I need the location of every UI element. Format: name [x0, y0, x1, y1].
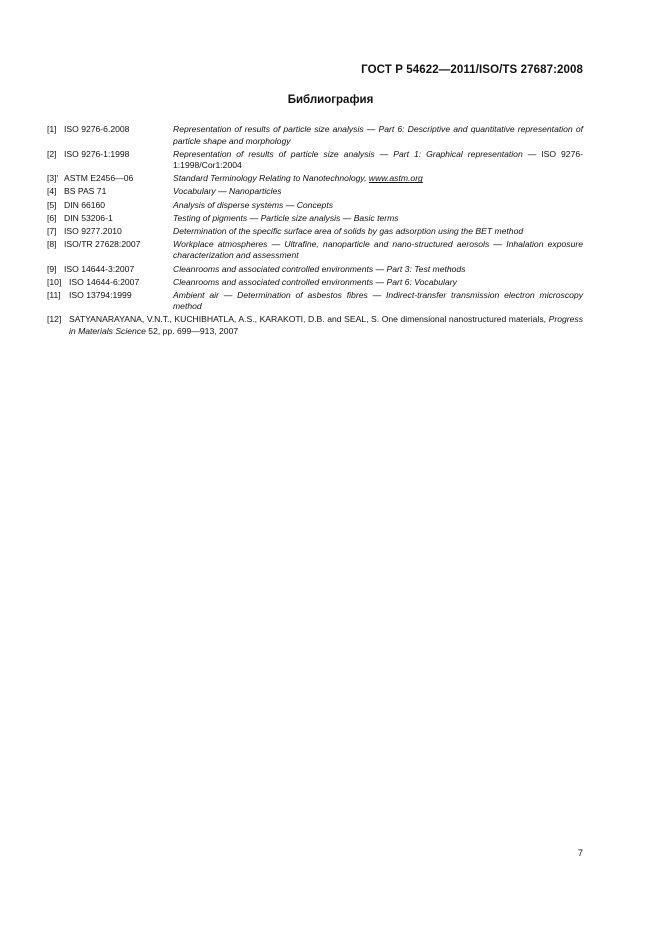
entry-title: Determination of the specific surface area of solids by gas adsorption using the BET method: [173, 225, 524, 236]
entry-number: [7]: [47, 225, 57, 236]
entry-code: ISO 14644-3:2007: [64, 263, 135, 274]
entry-title: Cleanrooms and associated controlled environments — Part 6: Vocabulary: [173, 276, 457, 287]
entry-number: [8]: [47, 238, 57, 249]
entry-title: Representation of results of particle size analysis — Part 6: Descriptive and quantitative representation of particle shape and morphology: [173, 124, 583, 146]
entry-code: ASTM E2456—06: [64, 173, 134, 184]
entry-title-link[interactable]: www.astm.org: [368, 173, 423, 184]
entry-number: [6]: [47, 212, 57, 223]
entry-title: [173, 173, 583, 185]
standard-header: ГОСТ Р 54622—2011/ISO/TS 27687:2008: [361, 64, 583, 76]
bibliography-list: [47, 124, 583, 339]
entry-number: [1]: [47, 124, 57, 134]
entry-full-text: [47, 314, 583, 337]
entry-title: Analysis of disperse systems — Concepts: [173, 199, 333, 210]
entry-code: ISO 9277.2010: [64, 225, 122, 236]
entry-number: [3]': [47, 173, 59, 184]
bibliography-entry: [47, 149, 583, 172]
entry-authors: SATYANARAYANA, V.N.T., KUCHIBHATLA, A.S., KARAKOTI, D.B. and SEAL, S. One dimensional nanostructured materials,: [69, 314, 547, 325]
entry-journal: Progress in Materials Science: [69, 314, 583, 336]
entry-number: [11]: [47, 289, 61, 300]
entry-code: BS PAS 71: [64, 186, 107, 197]
entry-code: ISO 13794:1999: [69, 289, 132, 300]
bibliography-entry: [47, 290, 583, 313]
entry-code: ISO 14644-6:2007: [69, 276, 140, 287]
bibliography-entry: [47, 124, 583, 147]
bibliography-entry: [47, 173, 583, 185]
bibliography-entry: [47, 264, 583, 276]
entry-title-text: Representation of results of particle size analysis — Part 1: Graphical representation —: [173, 148, 537, 159]
bibliography-entry: [47, 226, 583, 238]
entry-number: [4]: [47, 186, 57, 197]
entry-number: [5]: [47, 199, 57, 210]
entry-title-corrigendum: ISO 9276-1:1998/Cor1:2004: [173, 148, 584, 171]
bibliography-entry: [47, 277, 583, 289]
entry-code: ISO 9276-6.2008: [64, 124, 130, 134]
entry-details: 52, pp. 699—913, 2007: [148, 326, 239, 336]
entry-code: DIN 53206-1: [64, 212, 113, 223]
entry-title: Workplace atmospheres — Ultrafine, nanoparticle and nano-structured aerosols — Inhalation exposure characterization and assessment: [173, 238, 583, 261]
entry-title-text: Standard Terminology Relating to Nanotechnology,: [173, 173, 367, 184]
entry-code: ISO/TR 27628:2007: [64, 238, 141, 249]
entry-number: [9]: [47, 263, 57, 274]
entry-title: Vocabulary — Nanoparticles: [173, 186, 282, 197]
entry-number: [10]: [47, 276, 62, 287]
entry-code: DIN 66160: [64, 199, 106, 210]
entry-title: Testing of pigments — Particle size analysis — Basic terms: [173, 212, 399, 223]
bibliography-entry: [47, 239, 583, 262]
entry-number: [2]: [47, 148, 57, 159]
page-number: 7: [577, 848, 583, 859]
bibliography-entry: [47, 186, 583, 198]
entry-title: [173, 149, 583, 172]
page-title: Библиография: [287, 94, 374, 106]
entry-title: Cleanrooms and associated controlled environments — Part 3: Test methods: [173, 263, 466, 274]
entry-number: [12]: [47, 314, 62, 325]
bibliography-entry: [47, 200, 583, 212]
bibliography-entry: [47, 314, 583, 337]
entry-code: ISO 9276-1:1998: [64, 148, 130, 159]
entry-title: Ambient air — Determination of asbestos fibres — Indirect-transfer transmission electron microscopy method: [173, 289, 583, 312]
bibliography-entry: [47, 213, 583, 225]
